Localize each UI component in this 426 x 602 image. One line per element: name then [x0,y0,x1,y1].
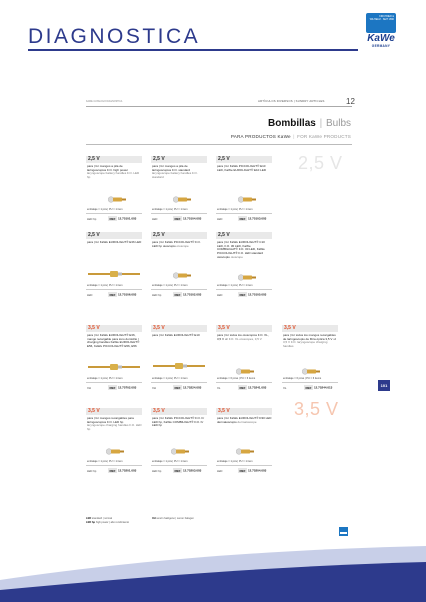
packaging-unit: embalaje = 6 pzas | PU = 6 items [283,377,322,380]
subtitle-separator: | [291,134,297,139]
ref-code: 12.75201.003 [118,468,137,473]
packaging-unit: embalaje = 6 pzas | PU = 6 items [217,377,256,380]
ref-label: REF [109,468,116,473]
card-divider [86,465,142,466]
desc-es: para | for todos los otoscopios F.O. XL, 3,5 V [217,333,269,341]
ref-code: 12.75702.003 [118,385,137,390]
voltage-label: 3,5 V [151,408,207,415]
divider [86,106,352,107]
ref-code: 12.75241.003 [248,385,267,390]
bulb-type: LED [87,293,93,297]
legend-led-desc: standard | normal [91,517,113,520]
ref-number [108,216,136,221]
ref-code: 12.75106.003 [118,292,137,297]
bulb-image [238,196,256,203]
ref-label: REF [174,468,181,473]
product-card [151,232,207,302]
bulb-type: XL [283,386,287,390]
ref-number [108,385,136,390]
header-rule [28,49,358,51]
voltage-label: 2,5 V [151,156,207,163]
divider [86,144,352,145]
desc-en: otoscope [230,254,243,259]
product-description [87,241,142,245]
product-description [217,334,272,341]
bulb-type: LED [217,217,223,221]
desc-es: para | for KaWe PICCOLIGHT® E10 LED, KaWe EUROLIGHT® E10 LED [217,164,267,172]
legend-xh [152,517,194,520]
section-subtitle-es: PARA PRODUCTOS KaWe [230,134,291,139]
card-divider [151,382,207,383]
desc-es: para | for mangos a pila de laringoscopios F.O. high power [87,164,129,172]
bulb-image [236,368,254,375]
desc-en: laryngoscope battery handles F.O. LED hp [87,171,140,180]
legend [86,517,129,525]
bulb-type: XH [152,386,156,390]
desc-es: para | for KaWe EUROLIGHT® E36 LED [87,240,142,244]
desc-es: para | for todos los mangos recargables de laringoscopio de fibra óptica 3,5 V [283,333,336,341]
packaging-unit: embalaje = 1 pza | PU = 1 item [152,460,188,463]
ref-code: 12.75105.003 [248,292,267,297]
product-card [216,156,272,226]
ref-code: 12.75204.003 [248,468,267,473]
card-divider [151,213,207,214]
desc-es: para | for KaWe PICCOLIGHT® F.O. hr LED hp, KaWe COMBILIGHT® F.O. hr LED hp [152,416,205,428]
ref-code: 12.75244.013 [314,385,333,390]
product-card [216,408,272,478]
packaging-unit: embalaje = 1 pza | PU = 1 item [217,208,253,211]
ref-label: REF [109,216,116,221]
section-title-es: Bombillas [268,118,316,129]
footer-wave [0,540,426,602]
bulb-image [88,270,140,278]
bulb-image [108,196,126,203]
desc-es: para | for mangos recargables para laringoscopios F.O. LED hp [87,416,134,424]
desc-en: laryngoscope charging handles F.O. LED hp [87,423,142,432]
logo-badge [366,13,396,33]
bulb-type: XH [87,386,91,390]
packaging-unit: embalaje = 1 pza | PU = 1 item [152,208,188,211]
card-divider [151,289,207,290]
bulb-type: LED hp [87,217,97,221]
ref-code: 12.75203.003 [183,468,202,473]
card-divider [216,289,272,290]
product-card [151,156,207,226]
ref-label: REF [239,216,246,221]
card-divider [216,213,272,214]
desc-en: all F.O. XL otoscopes, 3,5 V [224,336,262,341]
section-subtitle [231,134,351,139]
ref-label: REF [174,216,181,221]
desc-en: dermatoscope [237,419,257,424]
ref-label: REF [239,385,246,390]
ref-number [108,292,136,297]
product-description [87,334,142,349]
product-description [152,417,207,428]
desc-es: para | for KaWe EUROLIGHT® D30 LED dermatoscopio [217,416,272,424]
ref-number [238,385,266,390]
logo-tagline: KIRCHNER & WILHELM · SEIT 1890 [369,15,394,21]
ref-number [238,216,266,221]
ref-label: REF [174,385,181,390]
desc-en: laryngoscope battery handles F.O. standard [152,171,198,180]
bulb-image [88,363,140,371]
product-description [217,417,272,424]
bulb-type: LED [152,217,158,221]
ref-code: 12.75101.003 [118,216,137,221]
legend-ledhp [86,521,129,525]
packaging-unit: embalaje = 1 pza | PU = 1 item [87,208,123,211]
product-description [87,417,142,432]
ref-number [238,468,266,473]
voltage-label: 3,5 V [86,408,142,415]
brand-mark-icon [339,527,348,536]
product-card [216,232,272,302]
product-card [86,408,142,478]
section-title [268,118,351,129]
packaging-unit: embalaje = 1 pza | PU = 1 item [87,377,123,380]
ref-label: REF [109,385,116,390]
bulb-image [236,448,254,455]
product-description [283,334,338,349]
page-title: DIAGNOSTICA [28,25,201,48]
desc-es: para | for KaWe EUROLIGHT® E36, mango recargable para tono domicilio | charging handles KaWe EUROLIGHT® E56, KaWe PICCOLIGHT® E56, E56 [87,333,140,349]
product-card [151,408,207,478]
voltage-label: 2,5 V [86,232,142,239]
ref-number [238,292,266,297]
legend-xh-key: XH [152,517,156,520]
bulb-type: LED [217,293,223,297]
legend-ledhp-desc: high power | alto rendimiento [95,521,130,524]
legend-ledhp-key: LED hp [86,521,96,524]
ref-label: REF [174,292,181,297]
product-card [86,156,142,226]
bulb-type: XL [217,386,221,390]
voltage-label: 2,5 V [216,156,272,163]
title-separator: | [316,118,325,129]
bulb-image [153,362,205,370]
product-card [86,325,142,395]
ref-number [304,385,332,390]
voltage-label: 3,5 V [282,325,338,332]
desc-es: para | for KaWe EUROLIGHT® C10 LED, F.O. 30 LED, KaWe COMBILIGHT® F.O. 30 LED, KaWe PICCOLIGHT® F.O. LED standard otoscopio [217,240,265,259]
legend-xh-desc: xenón halógeno | xenon halogen [156,517,194,520]
card-divider [86,289,142,290]
kawe-logo [362,13,400,51]
product-description [152,241,207,248]
bulb-image [106,448,124,455]
ref-code: 12.75103.003 [248,216,267,221]
product-description [217,165,272,172]
bulb-type: LED hp [152,469,162,473]
packaging-unit: embalaje = 1 pza | PU = 1 item [152,377,188,380]
product-card [151,325,207,395]
voltage-label: 2,5 V [216,232,272,239]
ref-number [173,385,201,390]
card-divider [216,382,272,383]
card-divider [216,465,272,466]
ref-number [173,292,201,297]
ref-label: REF [305,385,312,390]
catalog-label: KAWE·CATALOGO DIAGNOSTICA [86,101,123,103]
card-divider [151,465,207,466]
packaging-unit: embalaje = 1 pza | PU = 1 item [152,284,188,287]
packaging-unit: embalaje = 1 pza | PU = 1 item [87,460,123,463]
desc-es: para | for mangos a pila de laringoscopios F.O. standard [152,164,191,172]
ref-label: REF [239,292,246,297]
bulb-type: LED hp [87,469,97,473]
voltage-label: 3,5 V [216,408,272,415]
product-description [217,241,272,260]
logo-wordmark: KaWe [367,33,395,44]
packaging-unit: embalaje = 1 pza | PU = 1 item [217,460,253,463]
product-description [152,165,207,180]
product-description [87,165,142,180]
breadcrumb: ARTÍCULOS DIVERSOS | SUNDRY ARTICLES [258,99,325,103]
bulb-image [238,274,256,281]
product-card [282,325,338,395]
ref-label: REF [239,468,246,473]
desc-es: para | for KaWe PICCOLIGHT® F.O. LED hp otoscopio [152,240,201,248]
section-subtitle-en: FOR KaWe PRODUCTS [297,134,351,139]
page-number: 12 [346,97,355,106]
voltage-label: 2,5 V [151,232,207,239]
desc-en: all 3,5 V F.O. laryngoscope charging handles [283,336,337,349]
ref-number [108,468,136,473]
bulb-image [171,448,189,455]
bulb-type: LED [217,469,223,473]
bulb-type: LED hp [152,293,162,297]
voltage-label: 3,5 V [151,325,207,332]
packaging-unit: embalaje = 1 pza | PU = 1 item [87,284,123,287]
voltage-label: 3,5 V [216,325,272,332]
ref-code: 12.75104.003 [183,216,202,221]
card-divider [282,382,338,383]
voltage-watermark-25: 2,5 V [298,153,343,173]
ref-number [173,216,201,221]
bulb-image [302,368,320,375]
desc-en: otoscope [176,243,189,248]
packaging-unit: embalaje = 1 pza | PU = 1 item [217,284,253,287]
logo-country: GERMANY [371,44,391,48]
ref-code: 12.75102.003 [183,292,202,297]
ref-label: REF [109,292,116,297]
product-card [86,232,142,302]
product-card [216,325,272,395]
desc-es: para | for KaWe EUROLIGHT® E10 [152,333,200,337]
card-divider [86,213,142,214]
bulb-image [173,272,191,279]
ref-number [173,468,201,473]
card-divider [86,382,142,383]
legend-led-key: LED [86,517,92,520]
bulb-image [173,196,191,203]
product-description [152,334,207,338]
voltage-label: 2,5 V [86,156,142,163]
page-tab: 101 [378,380,390,391]
ref-code: 12.75224.003 [183,385,202,390]
voltage-watermark-35: 3,5 V [294,399,339,419]
section-title-en: Bulbs [325,118,351,129]
voltage-label: 3,5 V [86,325,142,332]
